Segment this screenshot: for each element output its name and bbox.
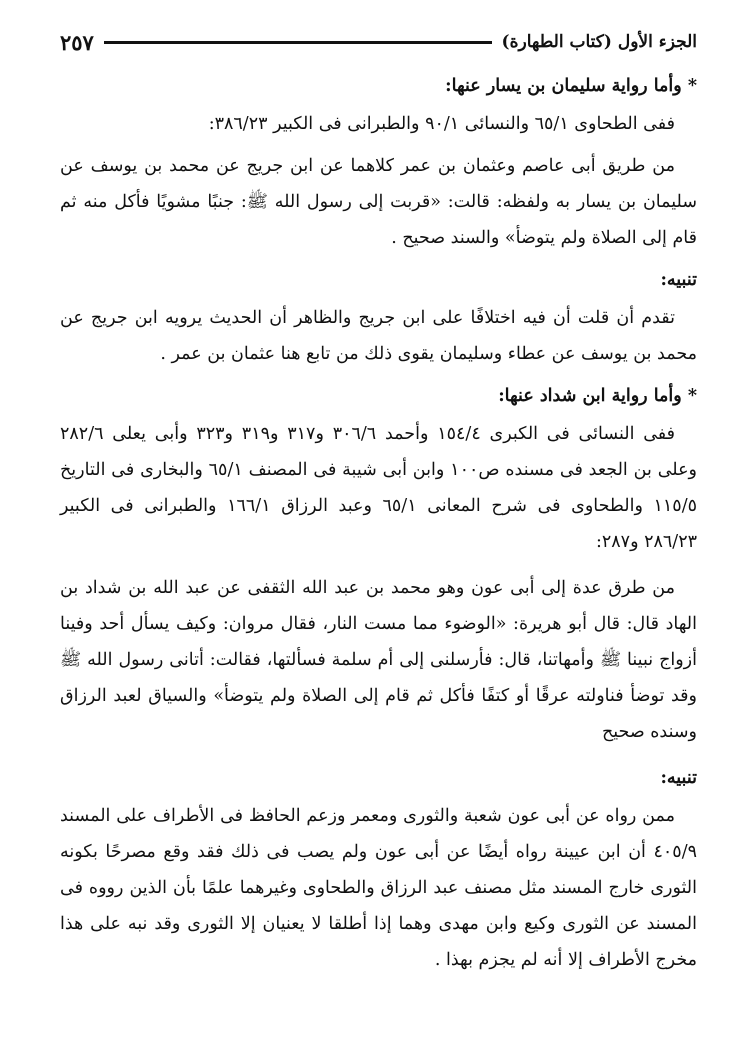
header-rule	[104, 41, 492, 44]
note-paragraph: تقدم أن قلت أن فيه اختلافًا على ابن جريج والظاهر أن الحديث يرويه ابن جريج عن محمد بن يوسف عن عطاء وسليمان يقوى ذلك من تابع هنا عثمان بن عمر .	[60, 308, 697, 364]
narration-paragraph: من طرق عدة إلى أبى عون وهو محمد بن عبد الله الثقفى عن عبد الله بن شداد بن الهاد قال: قال أبو هريرة: «الوضوء مما مست النار، فقال مروان: وكيف يسأل أحد وفينا أزواج نبينا ﷺ وأمهاتنا، قال: فأرسلنى إلى أم سلمة فسألتها، فقالت: أتانى رسول الله ﷺ وقد توضأ فناولته عرقًا أو كتفًا فأكل ثم قام إلى الصلاة ولم يتوضأ» والسياق لعبد الرزاق وسنده صحيح	[60, 578, 697, 742]
note-heading: تنبيه:	[660, 270, 697, 290]
section-heading-shaddad: * وأما رواية ابن شداد عنها:	[498, 386, 697, 406]
narration-paragraph: من طريق أبى عاصم وعثمان بن عمر كلاهما عن ابن جريج عن محمد بن يوسف عن سليمان بن يسار به ولفظه: قالت: «قربت إلى رسول الله ﷺ: جنبًا مشويًا فأكل منه ثم قام إلى الصلاة ولم يتوضأ» والسند صحيح .	[60, 156, 697, 248]
page-number: ٢٥٧	[60, 29, 94, 55]
page-body	[60, 68, 697, 978]
section-heading-sulayman: * وأما رواية سليمان بن يسار عنها:	[445, 76, 697, 96]
source-list-paragraph: ففى الطحاوى ٦٥/١ والنسائى ٩٠/١ والطبرانى فى الكبير ٣٨٦/٢٣:	[208, 114, 675, 134]
source-list-paragraph: ففى النسائى فى الكبرى ١٥٤/٤ وأحمد ٣٠٦/٦ و٣١٧ و٣١٩ و٣٢٣ وأبى يعلى ٢٨٢/٦ وعلى بن الجعد فى مسنده ص١٠٠ وابن أبى شيبة فى المصنف ٦٥/١ والبخارى فى التاريخ ١١٥/٥ والطحاوى فى شرح المعانى ٦٥/١ وعبد الرزاق ١٦٦/١ والطبرانى فى الكبير ٢٨٦/٢٣ و٢٨٧:	[60, 424, 697, 552]
running-title: الجزء الأول (كتاب الطهارة)	[501, 32, 697, 52]
page-header	[60, 22, 697, 62]
note-heading: تنبيه:	[660, 768, 697, 788]
note-paragraph: ممن رواه عن أبى عون شعبة والثورى ومعمر وزعم الحافظ فى الأطراف على المسند ٤٠٥/٩ أن ابن عيينة رواه أيضًا عن أبى عون ولم يصب فى ذلك فقد وقع مصرحًا بكونه الثورى خارج المسند مثل مصنف عبد الرزاق والطحاوى وغيرهما علمًا بأن الذين رووه فى المسند عن الثورى وكيع وابن مهدى وهما إذا أطلقا لا يعنيان إلا الثورى وقد نبه على هذا مخرج الأطراف إلا أنه لم يجزم بهذا .	[60, 806, 697, 970]
